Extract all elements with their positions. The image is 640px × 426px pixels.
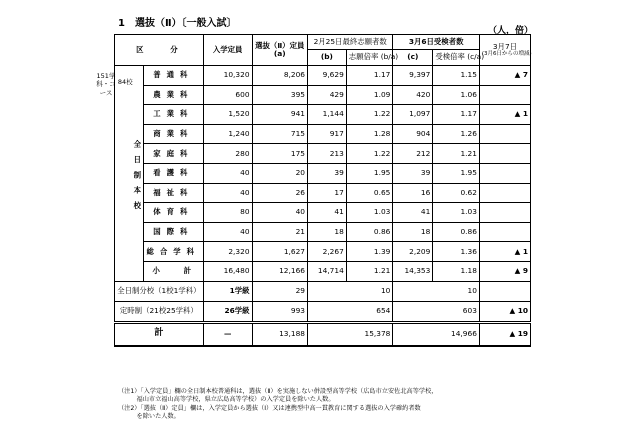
change-cell bbox=[479, 203, 530, 223]
subtotal-applicants: 14,714 bbox=[307, 261, 346, 281]
app-ratio-cell: 1.22 bbox=[346, 105, 393, 125]
footnotes bbox=[118, 388, 437, 421]
table-row bbox=[115, 144, 531, 164]
app-ratio-cell: 1.03 bbox=[346, 203, 393, 223]
app-ratio-cell: 0.86 bbox=[346, 222, 393, 242]
header-mar7-sub: (3月6日からの増減) bbox=[481, 51, 532, 58]
footnote-line: （注2）「選抜（Ⅱ）定員」欄は，入学定員から選抜（Ⅰ）又は連携型中高一貫教育に関する選抜の入学確約者数 bbox=[118, 404, 421, 412]
change-cell bbox=[479, 222, 530, 242]
header-feb25-b: (b) bbox=[307, 50, 346, 66]
capacity-cell: 40 bbox=[203, 222, 252, 242]
results-table bbox=[96, 34, 532, 347]
applicants-cell: 39 bbox=[307, 163, 346, 183]
parttime-row-examinees: 603 bbox=[393, 301, 480, 322]
table-row bbox=[115, 242, 531, 262]
table-row bbox=[115, 124, 531, 144]
dept-name: 普通科 bbox=[143, 66, 203, 86]
subtotal-label: 小 計 bbox=[143, 261, 203, 281]
parttime-row-label: 定時制（21校25学科） bbox=[115, 301, 204, 322]
selection2-cell: 1,627 bbox=[252, 242, 307, 262]
branch-row-label: 全日制分校（1校1学科） bbox=[115, 281, 204, 301]
exam-ratio-cell: 1.26 bbox=[433, 124, 480, 144]
selection2-cell: 20 bbox=[252, 163, 307, 183]
header-mar7 bbox=[479, 35, 530, 66]
app-ratio-cell: 0.65 bbox=[346, 183, 393, 203]
header-feb25-ratio: 志願倍率 (b/a) bbox=[346, 50, 393, 66]
fulltime-label-text: 全日制本校 bbox=[132, 139, 142, 217]
unit-label: （人，倍） bbox=[488, 26, 534, 36]
examinees-cell: 2,209 bbox=[393, 242, 433, 262]
header-selection2-capacity bbox=[252, 35, 307, 66]
table-row bbox=[115, 66, 531, 86]
dept-name: 看護科 bbox=[143, 163, 203, 183]
header-mar6-ratio: 受検倍率 (c/a) bbox=[433, 50, 480, 66]
examinees-cell: 904 bbox=[393, 124, 433, 144]
total-row bbox=[115, 322, 531, 346]
dept-name: 家庭科 bbox=[143, 144, 203, 164]
exam-ratio-cell: 1.17 bbox=[433, 105, 480, 125]
branch-row-examinees: 10 bbox=[393, 281, 480, 301]
exam-ratio-cell: 1.95 bbox=[433, 163, 480, 183]
header-feb25: 2月25日最終志願者数 bbox=[307, 35, 392, 50]
table-row bbox=[115, 105, 531, 125]
exam-ratio-cell: 1.21 bbox=[433, 144, 480, 164]
branch-row-change bbox=[479, 281, 530, 301]
parttime-row-change: ▲ 10 bbox=[479, 301, 530, 322]
table-row bbox=[115, 183, 531, 203]
exam-ratio-cell: 1.15 bbox=[433, 66, 480, 86]
selection2-cell: 715 bbox=[252, 124, 307, 144]
app-ratio-cell: 1.22 bbox=[346, 144, 393, 164]
exam-ratio-cell: 0.86 bbox=[433, 222, 480, 242]
change-cell bbox=[479, 163, 530, 183]
table-row bbox=[115, 222, 531, 242]
footnote-line: 福山市立福山高等学校，県立広島高等学校）の入学定員を除いた人数。 bbox=[118, 396, 335, 404]
examinees-cell: 1,097 bbox=[393, 105, 433, 125]
subtotal-capacity: 16,480 bbox=[203, 261, 252, 281]
fulltime-courses: 151学科・コース bbox=[96, 72, 116, 97]
examinees-cell: 9,397 bbox=[393, 66, 433, 86]
applicants-cell: 917 bbox=[307, 124, 346, 144]
footnote-line: を除いた人数。 bbox=[118, 413, 180, 421]
app-ratio-cell: 1.17 bbox=[346, 66, 393, 86]
capacity-cell: 600 bbox=[203, 85, 252, 105]
parttime-row-capacity: 26学級 bbox=[203, 301, 252, 322]
total-row-label: 計 bbox=[115, 322, 204, 346]
header-mar6: 3月6日受検者数 bbox=[393, 35, 480, 50]
parttime-row-selection2: 993 bbox=[252, 301, 307, 322]
dept-name: 工業科 bbox=[143, 105, 203, 125]
examinees-cell: 39 bbox=[393, 163, 433, 183]
change-cell: ▲ 7 bbox=[479, 66, 530, 86]
header-row-1 bbox=[115, 35, 531, 50]
total-row-capacity: — bbox=[203, 322, 252, 346]
subtotal-sel2: 12,166 bbox=[252, 261, 307, 281]
fulltime-schools: 84校 bbox=[117, 78, 133, 86]
selection2-cell: 26 bbox=[252, 183, 307, 203]
footnote-line: （注1）「入学定員」欄の全日制本校普通科は，選抜（Ⅱ）を実施しない併設型高等学校（広島市立安佐北高等学校， bbox=[118, 388, 438, 395]
examinees-cell: 420 bbox=[393, 85, 433, 105]
capacity-cell: 40 bbox=[203, 183, 252, 203]
examinees-cell: 41 bbox=[393, 203, 433, 223]
applicants-cell: 17 bbox=[307, 183, 346, 203]
change-cell bbox=[479, 183, 530, 203]
dept-name: 総合学科 bbox=[143, 242, 203, 262]
applicants-cell: 9,629 bbox=[307, 66, 346, 86]
header-category: 区 分 bbox=[115, 35, 204, 66]
selection2-cell: 395 bbox=[252, 85, 307, 105]
capacity-cell: 80 bbox=[203, 203, 252, 223]
dept-name: 商業科 bbox=[143, 124, 203, 144]
header-mar7-label: 3月7日 bbox=[492, 41, 518, 51]
subtotal-change: ▲ 9 bbox=[479, 261, 530, 281]
branch-row-applicants: 10 bbox=[307, 281, 392, 301]
subtotal-app_ratio: 1.21 bbox=[346, 261, 393, 281]
selection2-cell: 8,206 bbox=[252, 66, 307, 86]
branch-row-selection2: 29 bbox=[252, 281, 307, 301]
app-ratio-cell: 1.39 bbox=[346, 242, 393, 262]
page-heading: 1 選抜（Ⅱ）〔一般入試〕 bbox=[118, 18, 237, 29]
change-cell: ▲ 1 bbox=[479, 105, 530, 125]
change-cell bbox=[479, 85, 530, 105]
applicants-cell: 41 bbox=[307, 203, 346, 223]
applicants-cell: 18 bbox=[307, 222, 346, 242]
exam-ratio-cell: 1.36 bbox=[433, 242, 480, 262]
capacity-cell: 2,320 bbox=[203, 242, 252, 262]
selection2-cell: 941 bbox=[252, 105, 307, 125]
dept-name: 体育科 bbox=[143, 203, 203, 223]
branch-row bbox=[115, 281, 531, 301]
header-capacity: 入学定員 bbox=[203, 35, 252, 66]
capacity-cell: 40 bbox=[203, 163, 252, 183]
capacity-cell: 10,320 bbox=[203, 66, 252, 86]
subtotal-examinees: 14,353 bbox=[393, 261, 433, 281]
table-row bbox=[115, 203, 531, 223]
subtotal-exam_ratio: 1.18 bbox=[433, 261, 480, 281]
dept-name: 国際科 bbox=[143, 222, 203, 242]
exam-ratio-cell: 0.62 bbox=[433, 183, 480, 203]
examinees-cell: 16 bbox=[393, 183, 433, 203]
selection2-cell: 21 bbox=[252, 222, 307, 242]
dept-name: 農業科 bbox=[143, 85, 203, 105]
parttime-row-applicants: 654 bbox=[307, 301, 392, 322]
app-ratio-cell: 1.09 bbox=[346, 85, 393, 105]
exam-ratio-cell: 1.03 bbox=[433, 203, 480, 223]
header-mar6-c: (c) bbox=[393, 50, 433, 66]
table-row bbox=[115, 85, 531, 105]
change-cell bbox=[479, 124, 530, 144]
total-row-examinees: 14,966 bbox=[393, 322, 480, 346]
parttime-row bbox=[115, 301, 531, 322]
subtotal-row bbox=[115, 261, 531, 281]
applicants-cell: 213 bbox=[307, 144, 346, 164]
capacity-cell: 280 bbox=[203, 144, 252, 164]
app-ratio-cell: 1.28 bbox=[346, 124, 393, 144]
applicants-cell: 2,267 bbox=[307, 242, 346, 262]
selection2-cell: 40 bbox=[252, 203, 307, 223]
examinees-cell: 212 bbox=[393, 144, 433, 164]
table-row bbox=[115, 163, 531, 183]
examinees-cell: 18 bbox=[393, 222, 433, 242]
total-row-applicants: 15,378 bbox=[307, 322, 392, 346]
applicants-cell: 1,144 bbox=[307, 105, 346, 125]
header-selection2-label: 選抜（Ⅱ）定員 bbox=[255, 40, 305, 50]
selection2-cell: 175 bbox=[252, 144, 307, 164]
fulltime-label bbox=[96, 66, 144, 282]
header-selection2-sub: (a) bbox=[273, 49, 286, 58]
change-cell bbox=[479, 144, 530, 164]
total-row-selection2: 13,188 bbox=[252, 322, 307, 346]
app-ratio-cell: 1.95 bbox=[346, 163, 393, 183]
total-row-change: ▲ 19 bbox=[479, 322, 530, 346]
branch-row-capacity: 1学級 bbox=[203, 281, 252, 301]
capacity-cell: 1,240 bbox=[203, 124, 252, 144]
dept-name: 福祉科 bbox=[143, 183, 203, 203]
capacity-cell: 1,520 bbox=[203, 105, 252, 125]
applicants-cell: 429 bbox=[307, 85, 346, 105]
exam-ratio-cell: 1.06 bbox=[433, 85, 480, 105]
change-cell: ▲ 1 bbox=[479, 242, 530, 262]
